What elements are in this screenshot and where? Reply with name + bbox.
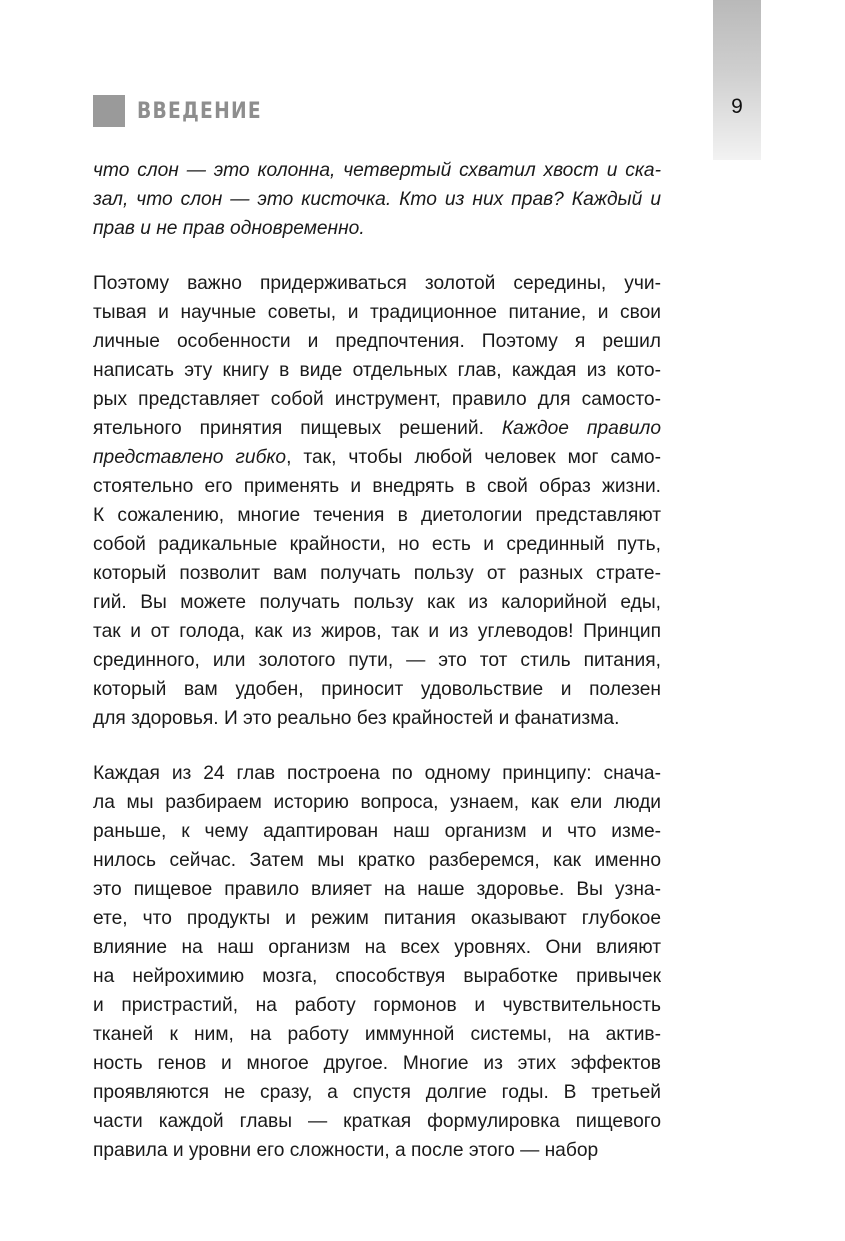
text-line	[93, 385, 661, 414]
text-line	[93, 1136, 661, 1165]
text-line	[93, 646, 661, 675]
text-line	[93, 875, 661, 904]
italic-text: представлено гибко	[93, 447, 287, 468]
text-segment: проявляются не сразу, а спустя долгие годы. В третьей	[93, 1082, 661, 1103]
text-segment: части каждой главы — краткая формулировка пищевого	[93, 1111, 661, 1132]
italic-text: Каждое правило	[501, 418, 661, 439]
text-segment: нилось сейчас. Затем мы кратко разберемся, как именно	[93, 850, 661, 871]
text-segment: правила и уровни его сложности, а после этого — набор	[93, 1140, 599, 1161]
paragraph	[93, 156, 661, 243]
text-line	[93, 991, 661, 1020]
text-segment: тканей к ним, на работу иммунной системы, на актив-	[93, 1024, 661, 1045]
text-line	[93, 214, 661, 243]
text-line	[93, 298, 661, 327]
text-segment: тывая и научные советы, и традиционное питание, и свои	[93, 302, 661, 323]
text-line	[93, 559, 661, 588]
text-segment: написать эту книгу в виде отдельных глав, каждая из кото-	[93, 360, 661, 381]
text-segment: К сожалению, многие течения в диетологии представляют	[93, 505, 661, 526]
text-line	[93, 443, 661, 472]
page-tab	[713, 0, 761, 160]
text-segment: и пристрастий, на работу гормонов и чувствительность	[93, 995, 661, 1016]
text-line	[93, 704, 661, 733]
text-line	[93, 675, 661, 704]
chapter-header	[93, 95, 284, 127]
text-line	[93, 588, 661, 617]
text-segment: так и от голода, как из жиров, так и из углеводов! Принцип	[93, 621, 661, 642]
header-square-mark	[93, 95, 125, 127]
text-line	[93, 327, 661, 356]
text-line	[93, 185, 661, 214]
paragraph	[93, 269, 661, 733]
text-segment: срединного, или золотого пути, — это тот стиль питания,	[93, 650, 661, 671]
text-line	[93, 817, 661, 846]
text-line	[93, 846, 661, 875]
text-segment: раньше, к чему адаптирован наш организм и что изме-	[93, 821, 661, 842]
text-line	[93, 933, 661, 962]
text-line	[93, 156, 661, 185]
text-line	[93, 617, 661, 646]
text-segment: влияние на наш организм на всех уровнях. Они влияют	[93, 937, 661, 958]
text-line	[93, 269, 661, 298]
text-segment: это пищевое правило влияет на наше здоровье. Вы узна-	[93, 879, 661, 900]
text-segment: Каждая из 24 глав построена по одному принципу: снача-	[93, 763, 661, 784]
text-line	[93, 1107, 661, 1136]
text-line	[93, 472, 661, 501]
text-segment: ятельного принятия пищевых решений.	[93, 418, 502, 439]
text-line	[93, 501, 661, 530]
text-segment: рых представляет собой инструмент, правило для самосто-	[93, 389, 661, 410]
text-line	[93, 356, 661, 385]
chapter-title: ВВЕДЕНИЕ	[137, 98, 262, 124]
text-line	[93, 1049, 661, 1078]
text-segment: который вам удобен, приносит удовольствие и полезен	[93, 679, 661, 700]
text-segment: для здоровья. И это реально без крайностей и фанатизма.	[93, 708, 620, 729]
text-line	[93, 904, 661, 933]
text-segment: личные особенности и предпочтения. Поэтому я решил	[93, 331, 661, 352]
italic-text: что слон — это колонна, четвертый схватил хвост и ска-	[93, 160, 661, 181]
text-line	[93, 414, 661, 443]
text-segment: Поэтому важно придерживаться золотой середины, учи-	[93, 273, 661, 294]
text-segment: стоятельно его применять и внедрять в свой образ жизни.	[93, 476, 661, 497]
text-segment: , так, чтобы любой человек мог само-	[286, 447, 661, 468]
text-line	[93, 1020, 661, 1049]
italic-text: прав и не прав одновременно.	[93, 218, 365, 239]
text-segment: на нейрохимию мозга, способствуя выработке привычек	[93, 966, 661, 987]
text-segment: ла мы разбираем историю вопроса, узнаем, как ели люди	[93, 792, 661, 813]
italic-text: зал, что слон — это кисточка. Кто из них прав? Каждый и	[93, 189, 661, 210]
text-segment: ность генов и многое другое. Многие из этих эффектов	[93, 1053, 661, 1074]
text-line	[93, 1078, 661, 1107]
page-number: 9	[731, 95, 743, 118]
text-line	[93, 759, 661, 788]
text-line	[93, 530, 661, 559]
text-segment: собой радикальные крайности, но есть и срединный путь,	[93, 534, 661, 555]
body-text	[93, 156, 661, 1191]
text-line	[93, 788, 661, 817]
text-segment: который позволит вам получать пользу от разных страте-	[93, 563, 661, 584]
text-line	[93, 962, 661, 991]
paragraph	[93, 759, 661, 1165]
text-segment: гий. Вы можете получать пользу как из калорийной еды,	[93, 592, 661, 613]
text-segment: ете, что продукты и режим питания оказывают глубокое	[93, 908, 661, 929]
